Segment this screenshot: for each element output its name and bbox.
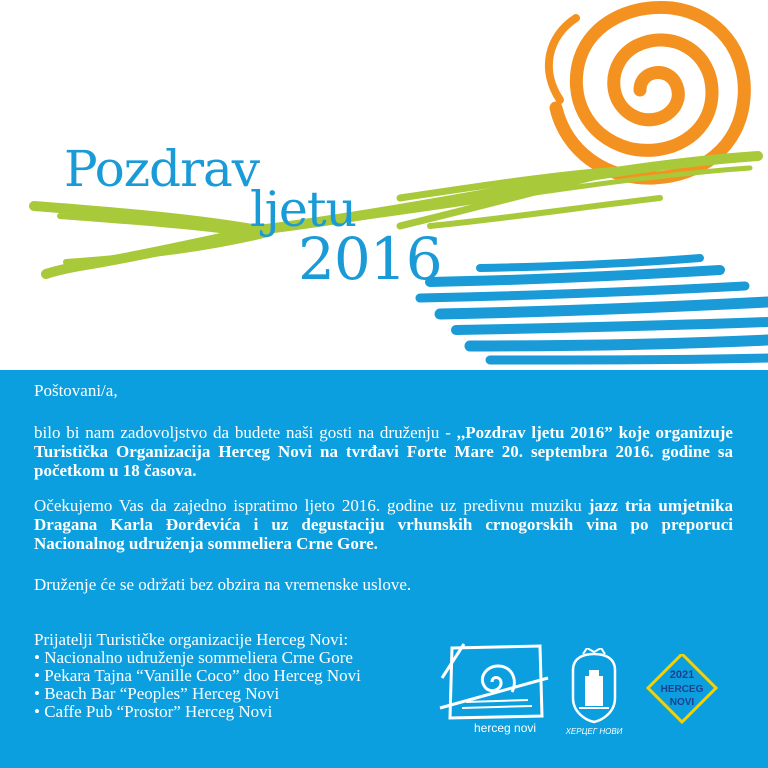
badge-year: 2021 [669,669,695,681]
paragraph-event-intro: bilo bi nam zadovoljstvo da budete naši gosti na druženju - [34,423,457,442]
salutation: Poštovani/a, [34,381,118,400]
header-area [0,0,768,370]
sea-waves [420,258,768,360]
friends-heading: Prijatelji Turističke organizacije Herceg Novi: [34,630,349,649]
paragraph-program-details: jazz tria umjetnika Dragana Karla Đorđevića i uz degustaciju vrhunskih crnogorskih vina po preporuci Nacionalnog udruženja sommeliera Crne Gore. [34,496,733,553]
herceg-novi-2021-badge [644,654,720,738]
weather-note: Druženje će se održati bez obzira na vremenske uslove. [34,575,412,594]
herceg-novi-logo [432,638,552,738]
list-item: • Beach Bar “Peoples” Herceg Novi [34,684,280,703]
title-year: 2016 [298,225,442,293]
badge-line2: NOVI [669,697,695,708]
list-item: • Caffe Pub “Prostor” Herceg Novi [34,702,273,721]
cyrillic-label: ХЕРЦЕГ НОВИ [565,727,623,736]
invitation-panel [0,370,768,768]
sun-spiral-icon [549,7,744,178]
list-item: • Pekara Tajna “Vanille Coco” doo Herceg Novi [34,666,361,685]
herceg-novi-label: herceg novi [474,721,537,735]
paragraph-program-intro: Očekujemo Vas da zajedno ispratimo ljeto 2016. godine uz predivnu muziku [34,496,589,515]
list-item: • Nacionalno udruženje sommeliera Crne Gore [34,648,353,667]
paragraph-event-details: ,,Pozdrav ljetu 2016” koje organizuje Turistička Organizacija Herceg Novi na tvrđavi Forte Mare 20. septembra 2016. godine sa početkom u 18 časova. [34,423,733,480]
title-ljetu: ljetu [250,181,357,238]
paragraph-event [34,423,733,480]
paragraph-program [34,496,733,553]
title-pozdrav: Pozdrav [64,140,260,198]
friends-list [34,631,361,721]
coat-of-arms-icon [565,648,623,738]
badge-line1: HERCEG [660,684,704,695]
